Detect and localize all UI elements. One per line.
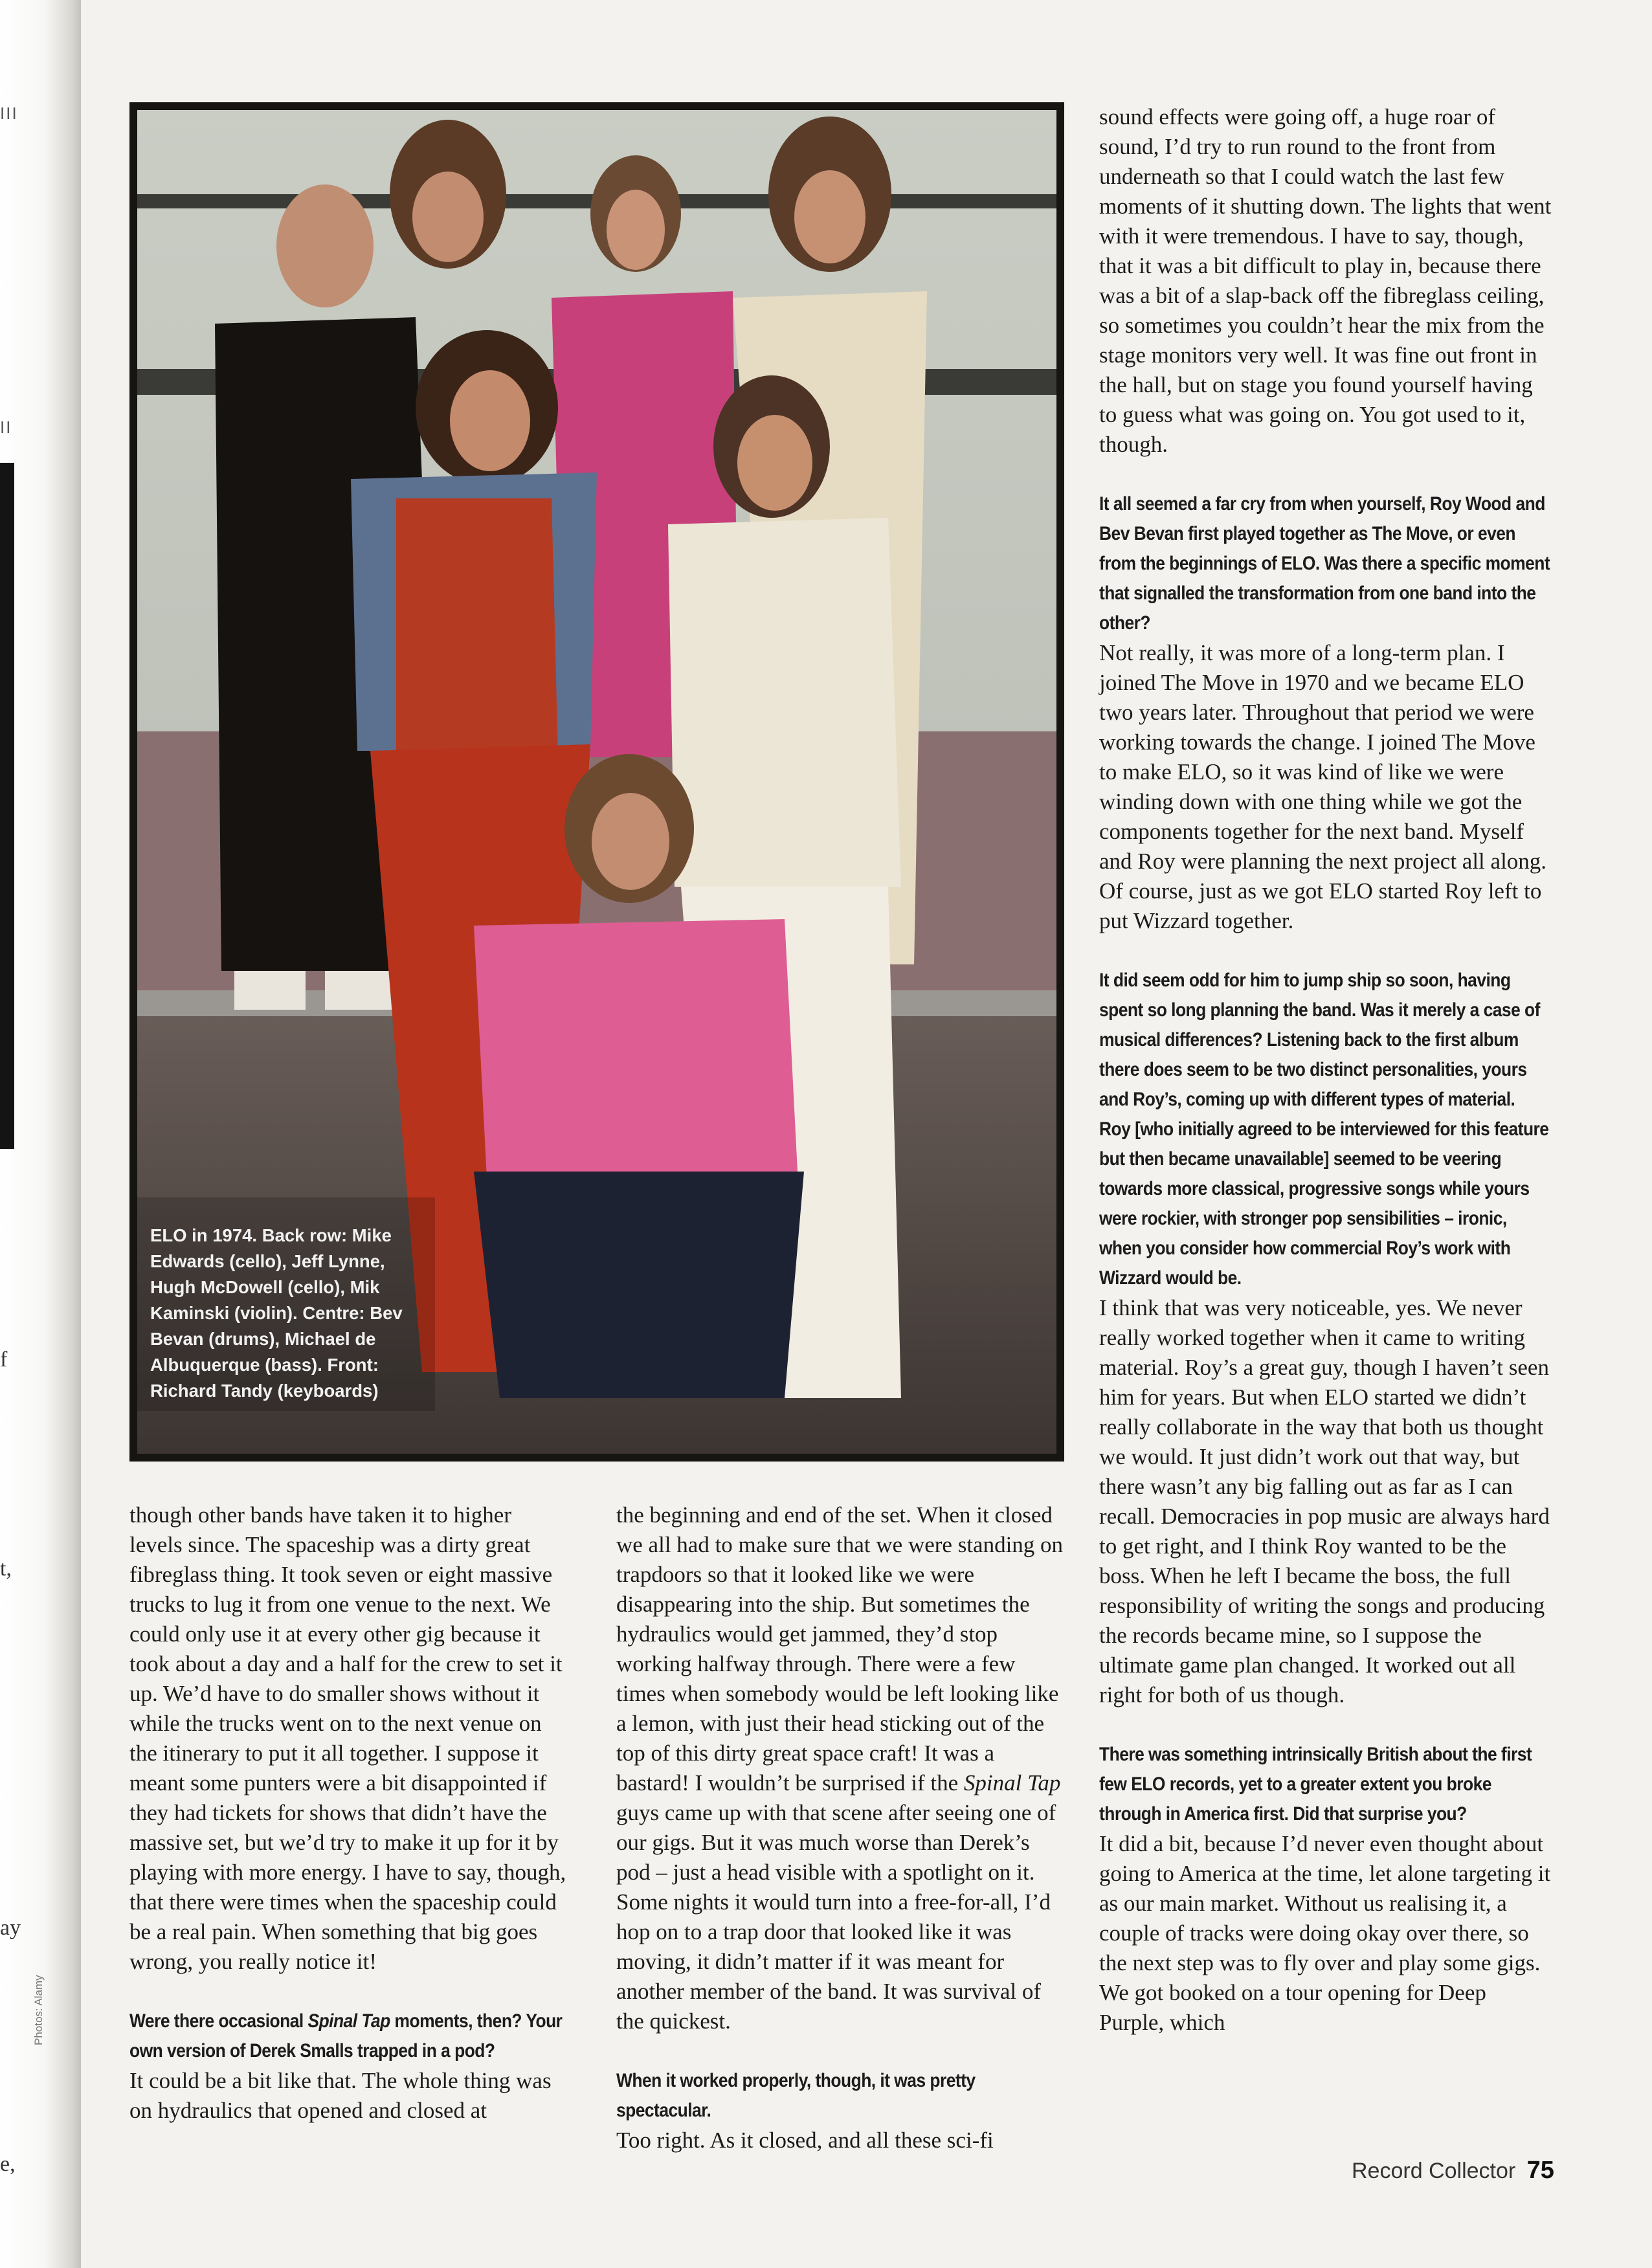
interview-question: When it worked properly, though, it was pretty spectacular.: [616, 2070, 976, 2121]
interview-question: [129, 2007, 567, 2066]
figure-back-centre-left: [390, 120, 506, 269]
question-text: moments, then? Your own version of Derek Smalls trapped in a pod?: [129, 2010, 563, 2062]
answer-paragraph: [616, 1500, 1064, 2036]
answer-paragraph: though other bands have taken it to higher levels since. The spaceship was a dirty great fibreglass thing. It took seven or eight massive trucks to lug it from one venue to the next. We could only use it at every other gig because it took about a day and a half for the crew to set it up. We’d have to do smaller shows without it while the trucks went on to the next venue on the itinerary to put it all together. I suppose it meant some punters were a bit disappointed if they had tickets for shows that didn’t have the massive set, but we’d try to make it up for it by playing with more energy. I have to say, though, that there were times when the spaceship could be a real pain. When something that big goes wrong, you really notice it!: [129, 1502, 566, 1974]
photo-caption: ELO in 1974. Back row: Mike Edwards (cello), Jeff Lynne, Hugh McDowell (cello), Mik Kaminski (violin). Centre: Bev Bevan (drums), Michael de Albuquerque (bass). Front: Richard Tandy (keyboards): [150, 1225, 403, 1401]
answer-emphasis: Spinal Tap: [963, 1770, 1061, 1796]
interview-question: It all seemed a far cry from when yourself, Roy Wood and Bev Bevan first played together as The Move, or even from the beginnings of ELO. Was there a specific moment that signalled the transformation from one band into the other?: [1099, 493, 1550, 634]
answer-paragraph: It did a bit, because I’d never even thought about going to America at the time, let alone targeting it as our main market. Without us realising it, a couple of tracks were doing okay over there, so the next step was to fly over and play some gigs. We got booked on a tour opening for Deep Purple, which: [1099, 1831, 1551, 2035]
answer-paragraph: Not really, it was more of a long-term plan. I joined The Move in 1970 and we became ELO two years later. Throughout that period we were working towards the change. I joined The Move to make ELO, so it was kind of like we were winding down with one thing while we got the components together for the next band. Myself and Roy were planning the next project all along. Of course, just as we got ELO started Roy left to put Wizzard together.: [1099, 640, 1547, 933]
article-column-right: [1099, 102, 1552, 2038]
answer-paragraph: It could be a bit like that. The whole thing was on hydraulics that opened and closed at: [129, 2068, 552, 2123]
question-emphasis: Spinal Tap: [307, 2010, 390, 2032]
photo-credit: Photos: Alamy: [32, 1975, 45, 2045]
edge-fragment-text: II: [0, 417, 12, 437]
answer-text: guys came up with that scene after seeing one of our gigs. But it was much worse than Derek’s pod – just a head visible with a spotlight on it. Some nights it would turn into a free-for-all, I’d hop on to a trap door that looked like it was moving, it didn’t matter if it was meant for another member of the band. It was survival of the quickest.: [616, 1800, 1056, 2034]
edge-fragment-text: ay: [0, 1916, 21, 1940]
edge-fragment-text: t,: [0, 1557, 12, 1581]
article-column-2: [616, 1500, 1064, 2155]
question-text: Were there occasional: [129, 2010, 308, 2032]
edge-image-strip: [0, 463, 14, 1149]
interview-question: There was something intrinsically British about the first few ELO records, yet to a greater extent you broke through in America first. Did that surprise you?: [1099, 1744, 1532, 1825]
answer-text: the beginning and end of the set. When it closed we all had to make sure that we were standing on trapdoors so that it looked like we were disappearing into the ship. But sometimes the hydraulics would get jammed, they’d stop working halfway through. There were a few times when somebody would be left looking like a lemon, with just their head sticking out of the top of this dirty great space craft! It was a bastard! I wouldn’t be surprised if the: [616, 1502, 1064, 1796]
edge-fragment-text: f: [0, 1348, 8, 1372]
edge-fragment-text: e,: [0, 2152, 16, 2176]
page-footer: [1352, 2157, 1554, 2185]
answer-paragraph: Too right. As it closed, and all these sci-fi: [616, 2128, 994, 2153]
edge-fragment-text: III: [0, 104, 18, 123]
answer-paragraph: sound effects were going off, a huge roar of sound, I’d try to run round to the front from underneath so that I could watch the last few moments of it shutting down. The lights that went with it were tremendous. I have to say, though, that it was a bit difficult to play in, because there was a bit of a slap-back off the fibreglass ceiling, so sometimes you couldn’t hear the mix from the stage monitors very well. It was fine out front in the hall, but on stage you found yourself having to guess what was going on. You got used to it, though.: [1099, 104, 1552, 457]
facing-page-edge: [0, 0, 81, 2268]
answer-paragraph: I think that was very noticeable, yes. We never really worked together when it came to writing material. Roy’s a great guy, though I haven’t seen him for years. But when ELO started we didn’t really collaborate in the way that both us thought we would. It just didn’t work out that way, but there wasn’t any big falling out as far as I can recall. Democracies in pop music are always hard to get right, and I think Roy wanted to be the boss. When he left I became the boss, the full responsibility of writing the songs and producing the records became mine, so I suppose the ultimate game plan changed. It worked out all right for both of us though.: [1099, 1295, 1550, 1707]
article-column-1: [129, 1500, 570, 2126]
page-number: 75: [1526, 2157, 1554, 2184]
publication-name: Record Collector: [1352, 2159, 1516, 2183]
interview-question: It did seem odd for him to jump ship so soon, having spent so long planning the band. Was it merely a case of musical differences? Listening back to the first album there does seem to be two distinct personalities, yours and Roy’s, coming up with different types of material. Roy [who initially agreed to be interviewed for this feature but then became unavailable] seemed to be veering towards more classical, progressive songs while yours were rockier, with stronger pop sensibilities – ironic, when you consider how commercial Roy’s work with Wizzard would be.: [1099, 970, 1549, 1289]
